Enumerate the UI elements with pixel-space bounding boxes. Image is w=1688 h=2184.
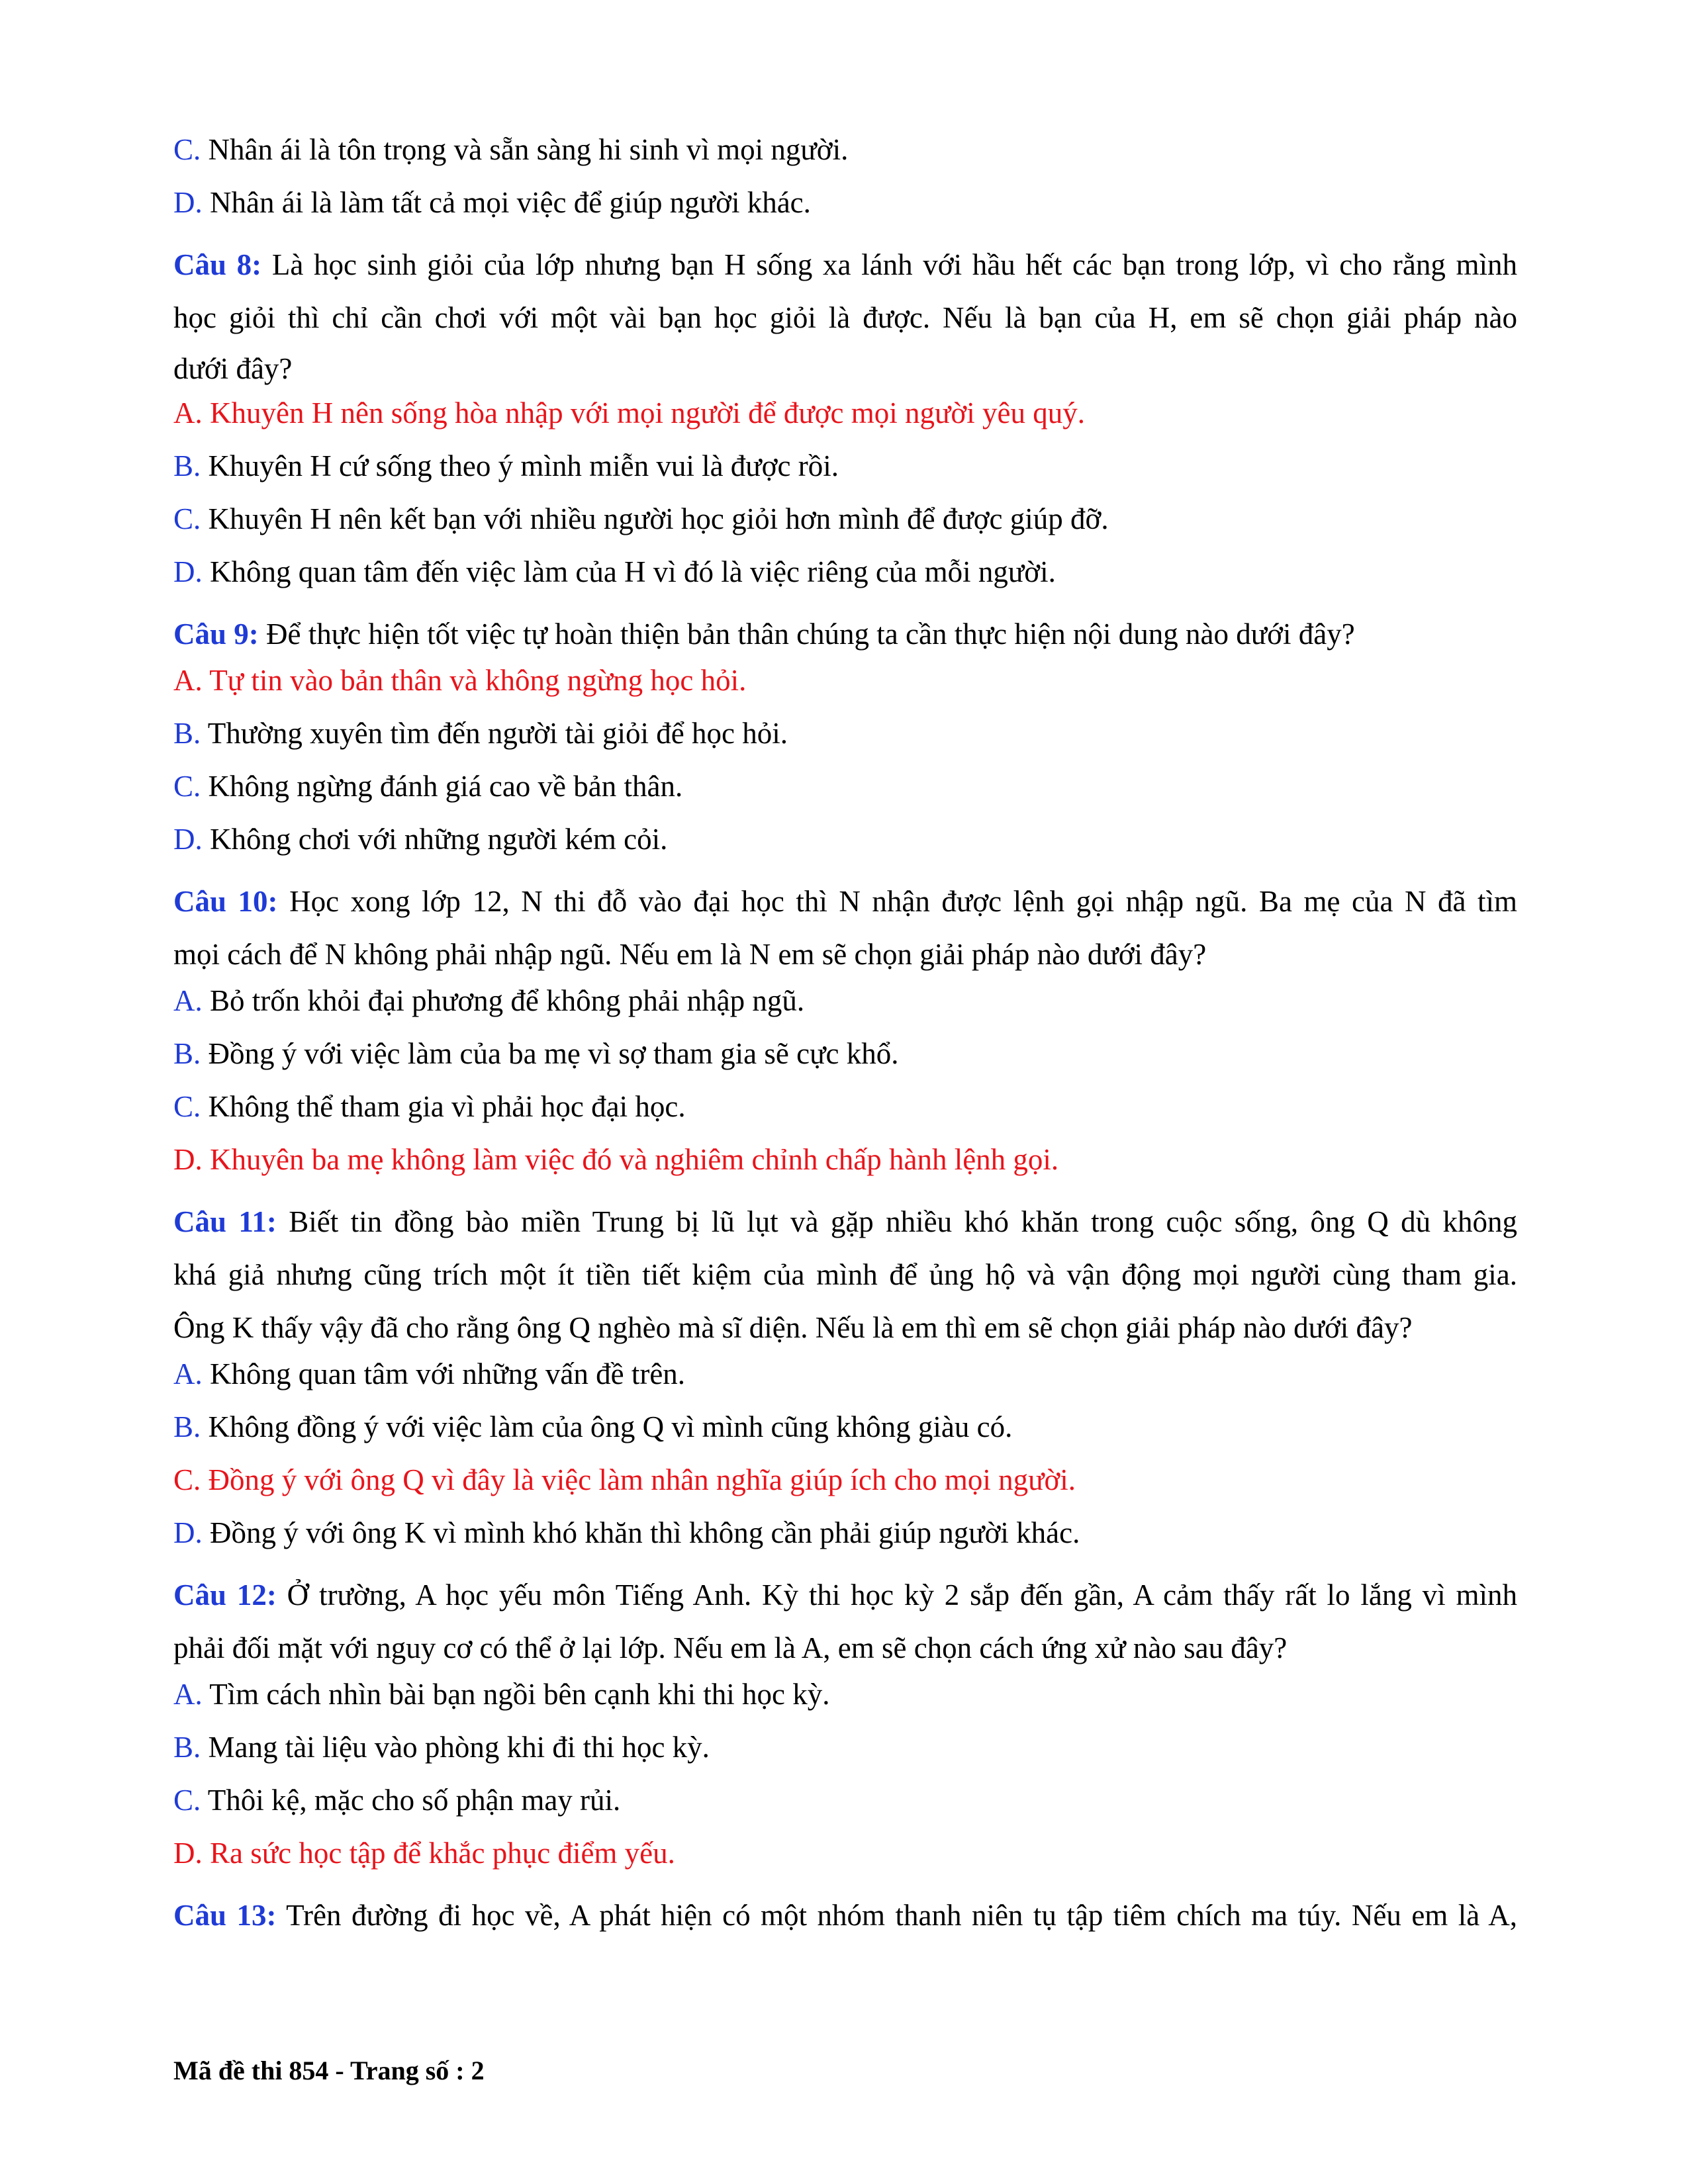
question-10 [173,875,1517,1179]
question-line: Câu 13: Trên đường đi học về, A phát hiện có một nhóm thanh niên tụ tập tiêm chích ma túy. Nếu em là A, [173,1899,1517,1932]
option-text: Bỏ trốn khỏi đại phương để không phải nhập ngũ. [210,984,805,1017]
question-line: Câu 12: Ở trường, A học yếu môn Tiếng Anh. Kỳ thi học kỳ 2 sắp đến gần, A cảm thấy rất lo lắng vì mình [173,1578,1517,1612]
page-footer: Mã đề thi 854 - Trang số : 2 [173,2056,485,2085]
option-label: D. [173,555,203,588]
option-text: Khuyên H nên kết bạn với nhiều người học giỏi hơn mình để được giúp đỡ. [208,502,1109,535]
option-b [173,1034,1517,1073]
question-label: Câu 9: [173,617,259,651]
option-label: D. [173,1516,203,1549]
option-c [173,1087,1517,1126]
option-text: Đồng ý với việc làm của ba mẹ vì sợ tham gia sẽ cực khổ. [208,1037,899,1070]
option-label: C. [173,1090,201,1123]
option-label: A. [173,984,203,1017]
question-line: Câu 8: Là học sinh giỏi của lớp nhưng bạn H sống xa lánh với hầu hết các bạn trong lớp, vì cho rằng mình [173,248,1518,281]
option-label: B. [173,1410,201,1443]
option-d [173,183,1517,222]
option-a [173,1354,1517,1394]
option-label: C. [173,1784,201,1817]
option-label: C. [173,1463,201,1496]
option-label: D. [173,186,203,219]
option-d [173,552,1517,592]
option-text: Không thể tham gia vì phải học đại học. [208,1090,686,1123]
option-text: Không quan tâm đến việc làm của H vì đó là việc riêng của mỗi người. [210,555,1056,588]
option-b [173,1407,1517,1447]
option-text: Không ngừng đánh giá cao về bản thân. [208,770,683,803]
option-d [173,819,1517,859]
option-label: A. [173,1678,203,1711]
options [173,1354,1517,1553]
option-label: C. [173,502,201,535]
question-line: Câu 11: Biết tin đồng bào miền Trung bị lũ lụt và gặp nhiều khó khăn trong cuộc sống, ông Q dù không [173,1205,1517,1238]
question-label: Câu 12: [173,1578,277,1612]
option-text: Tìm cách nhìn bài bạn ngồi bên cạnh khi thi học kỳ. [209,1678,830,1711]
carryover-options [173,130,1517,222]
question-11 [173,1195,1517,1553]
option-a [173,981,1517,1021]
option-text: Thường xuyên tìm đến người tài giỏi để học hỏi. [207,717,788,750]
option-text: Nhân ái là tôn trọng và sẵn sàng hi sinh vì mọi người. [208,133,849,166]
exam-page [173,130,1517,1942]
option-label: D. [173,1143,203,1176]
options [173,660,1517,859]
question-line: Câu 9: Để thực hiện tốt việc tự hoàn thiện bản thân chúng ta cần thực hiện nội dung nào dưới đây? [173,617,1355,651]
option-c [173,499,1517,539]
option-label: A. [173,1357,203,1390]
question-label: Câu 10: [173,885,278,918]
question-line: phải đối mặt với nguy cơ có thể ở lại lớp. Nếu em là A, em sẽ chọn cách ứng xử nào sau đây? [173,1631,1288,1664]
option-text: Không chơi với những người kém cỏi. [210,823,668,856]
question-13 [173,1889,1517,1942]
option-b [173,713,1517,753]
option-label: C. [173,133,201,166]
question-label: Câu 13: [173,1899,277,1932]
option-d [173,1513,1517,1553]
question-line: Câu 10: Học xong lớp 12, N thi đỗ vào đại học thì N nhận được lệnh gọi nhập ngũ. Ba mẹ của N đã tìm [173,885,1518,918]
option-text: Khuyên ba mẹ không làm việc đó và nghiêm chỉnh chấp hành lệnh gọi. [210,1143,1059,1176]
question-label: Câu 11: [173,1205,277,1238]
options [173,393,1517,592]
option-c [173,1460,1517,1500]
option-label: A. [173,396,203,430]
question-line: dưới đây? [173,352,293,385]
question-9 [173,608,1517,859]
question-12 [173,1569,1517,1873]
option-text: Không đồng ý với việc làm của ông Q vì mình cũng không giàu có. [208,1410,1013,1443]
option-c [173,130,1517,169]
option-text: Ra sức học tập để khắc phục điểm yếu. [210,1837,675,1870]
option-label: B. [173,717,201,750]
option-text: Không quan tâm với những vấn đề trên. [210,1357,686,1390]
question-line: mọi cách để N không phải nhập ngũ. Nếu em là N em sẽ chọn giải pháp nào dưới đây? [173,938,1207,971]
option-b [173,446,1517,486]
option-label: B. [173,1731,201,1764]
option-a [173,660,1517,700]
option-label: B. [173,1037,201,1070]
option-d [173,1140,1517,1179]
question-8 [173,238,1517,592]
option-text: Mang tài liệu vào phòng khi đi thi học kỳ. [208,1731,710,1764]
option-label: D. [173,823,203,856]
option-label: A. [173,664,203,697]
options [173,981,1517,1179]
options [173,1674,1517,1873]
option-d [173,1833,1517,1873]
option-text: Đồng ý với ông K vì mình khó khăn thì không cần phải giúp người khác. [210,1516,1080,1549]
option-text: Nhân ái là làm tất cả mọi việc để giúp người khác. [210,186,811,219]
option-b [173,1727,1517,1767]
option-c [173,766,1517,806]
option-text: Tự tin vào bản thân và không ngừng học hỏi. [209,664,747,697]
option-text: Khuyên H cứ sống theo ý mình miễn vui là được rồi. [208,449,839,482]
question-label: Câu 8: [173,248,262,281]
option-label: B. [173,449,201,482]
option-text: Khuyên H nên sống hòa nhập với mọi người để được mọi người yêu quý. [210,396,1085,430]
question-line: khá giả nhưng cũng trích một ít tiền tiết kiệm của mình để ủng hộ và vận động mọi người cùng tham gia. [173,1258,1517,1291]
option-a [173,393,1517,433]
question-line: Ông K thấy vậy đã cho rằng ông Q nghèo mà sĩ diện. Nếu là em thì em sẽ chọn giải pháp nào dưới đây? [173,1311,1413,1344]
option-label: C. [173,770,201,803]
question-line: học giỏi thì chỉ cần chơi với một vài bạn học giỏi là được. Nếu là bạn của H, em sẽ chọn giải pháp nào [173,301,1517,334]
option-text: Đồng ý với ông Q vì đây là việc làm nhân nghĩa giúp ích cho mọi người. [208,1463,1076,1496]
option-c [173,1780,1517,1820]
option-a [173,1674,1517,1714]
option-label: D. [173,1837,203,1870]
option-text: Thôi kệ, mặc cho số phận may rủi. [207,1784,621,1817]
